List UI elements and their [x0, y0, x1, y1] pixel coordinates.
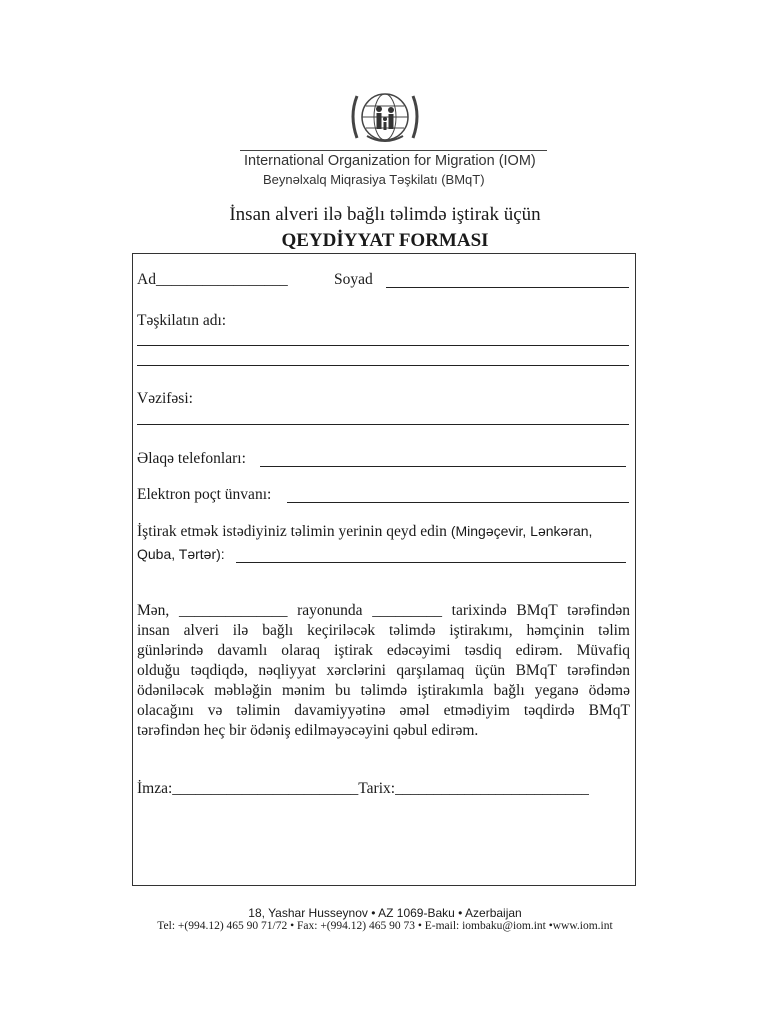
- location-field[interactable]: [236, 562, 626, 563]
- footer-contacts: Tel: +(994.12) 465 90 71/72 • Fax: +(994.12) 465 90 73 • E-mail: iombaku@iom.int •www.iom.int: [157, 920, 613, 932]
- location-options-1: (Mingəçevir, Lənkəran,: [450, 523, 593, 539]
- declaration-paragraph: [137, 601, 630, 741]
- email-field[interactable]: [287, 502, 629, 503]
- surname-field[interactable]: [386, 287, 629, 288]
- email-label: Elektron poçt ünvanı:: [137, 486, 272, 503]
- org-name-english: International Organization for Migration (IOM): [244, 153, 536, 169]
- position-label: Vəzifəsi:: [137, 390, 193, 407]
- declaration-line: olacağını və təlimin davamiyyətinə əməl etmədiyim təqdirdə BMqT: [137, 702, 630, 719]
- position-field[interactable]: [137, 424, 629, 425]
- phone-field[interactable]: [260, 466, 626, 467]
- surname-label: Soyad: [334, 271, 373, 288]
- declaration-line: insan alveri ilə bağlı keçiriləcək təlimdə iştirakımı, həmçinin təlim: [137, 622, 630, 639]
- declaration-line: tərəfindən heç bir ödəniş edilməyəcəyini qəbul edirəm.: [137, 722, 479, 739]
- location-options-2: Quba, Tərtər):: [137, 546, 225, 562]
- location-prompt-line-1: [137, 523, 592, 541]
- footer-address: 18, Yashar Husseynov • AZ 1069-Baku • Azerbaijan: [248, 906, 522, 920]
- iom-logo-icon: [347, 86, 423, 148]
- declaration-line: günlərində davamlı olaraq iştirak edəcəyimi təsdiq edirəm. Müvafiq: [137, 642, 630, 659]
- org-name-azerbaijani: Beynəlxalq Miqrasiya Təşkilatı (BMqT): [263, 172, 485, 187]
- signature-date-line[interactable]: İmza:________________________Tarix:_________________________: [137, 780, 589, 797]
- declaration-line: olduğu təqdiqdə, nəqliyyat xərclərini qarşılamaq üçün BMqT tərəfindən: [137, 662, 630, 679]
- logo-divider: [240, 150, 547, 151]
- declaration-line: ödəniləcək məbləğin mənim bu təlimdə iştirakımla bağlı yeganə ödəmə: [137, 682, 630, 699]
- name-label: Ad_________________: [137, 271, 288, 288]
- organization-field-line-1[interactable]: [137, 345, 629, 346]
- location-prompt: İştirak etmək istədiyiniz təlimin yerinin qeyd edin: [137, 523, 451, 540]
- declaration-line: Mən, ______________ rayonunda _________ tarixində BMqT tərəfindən: [137, 602, 630, 619]
- form-title: QEYDİYYAT FORMASI: [281, 230, 489, 251]
- organization-label: Təşkilatın adı:: [137, 312, 227, 329]
- phone-label: Əlaqə telefonları:: [137, 450, 246, 467]
- organization-field-line-2[interactable]: [137, 365, 629, 366]
- form-subtitle: İnsan alveri ilə bağlı təlimdə iştirak üçün: [229, 204, 541, 225]
